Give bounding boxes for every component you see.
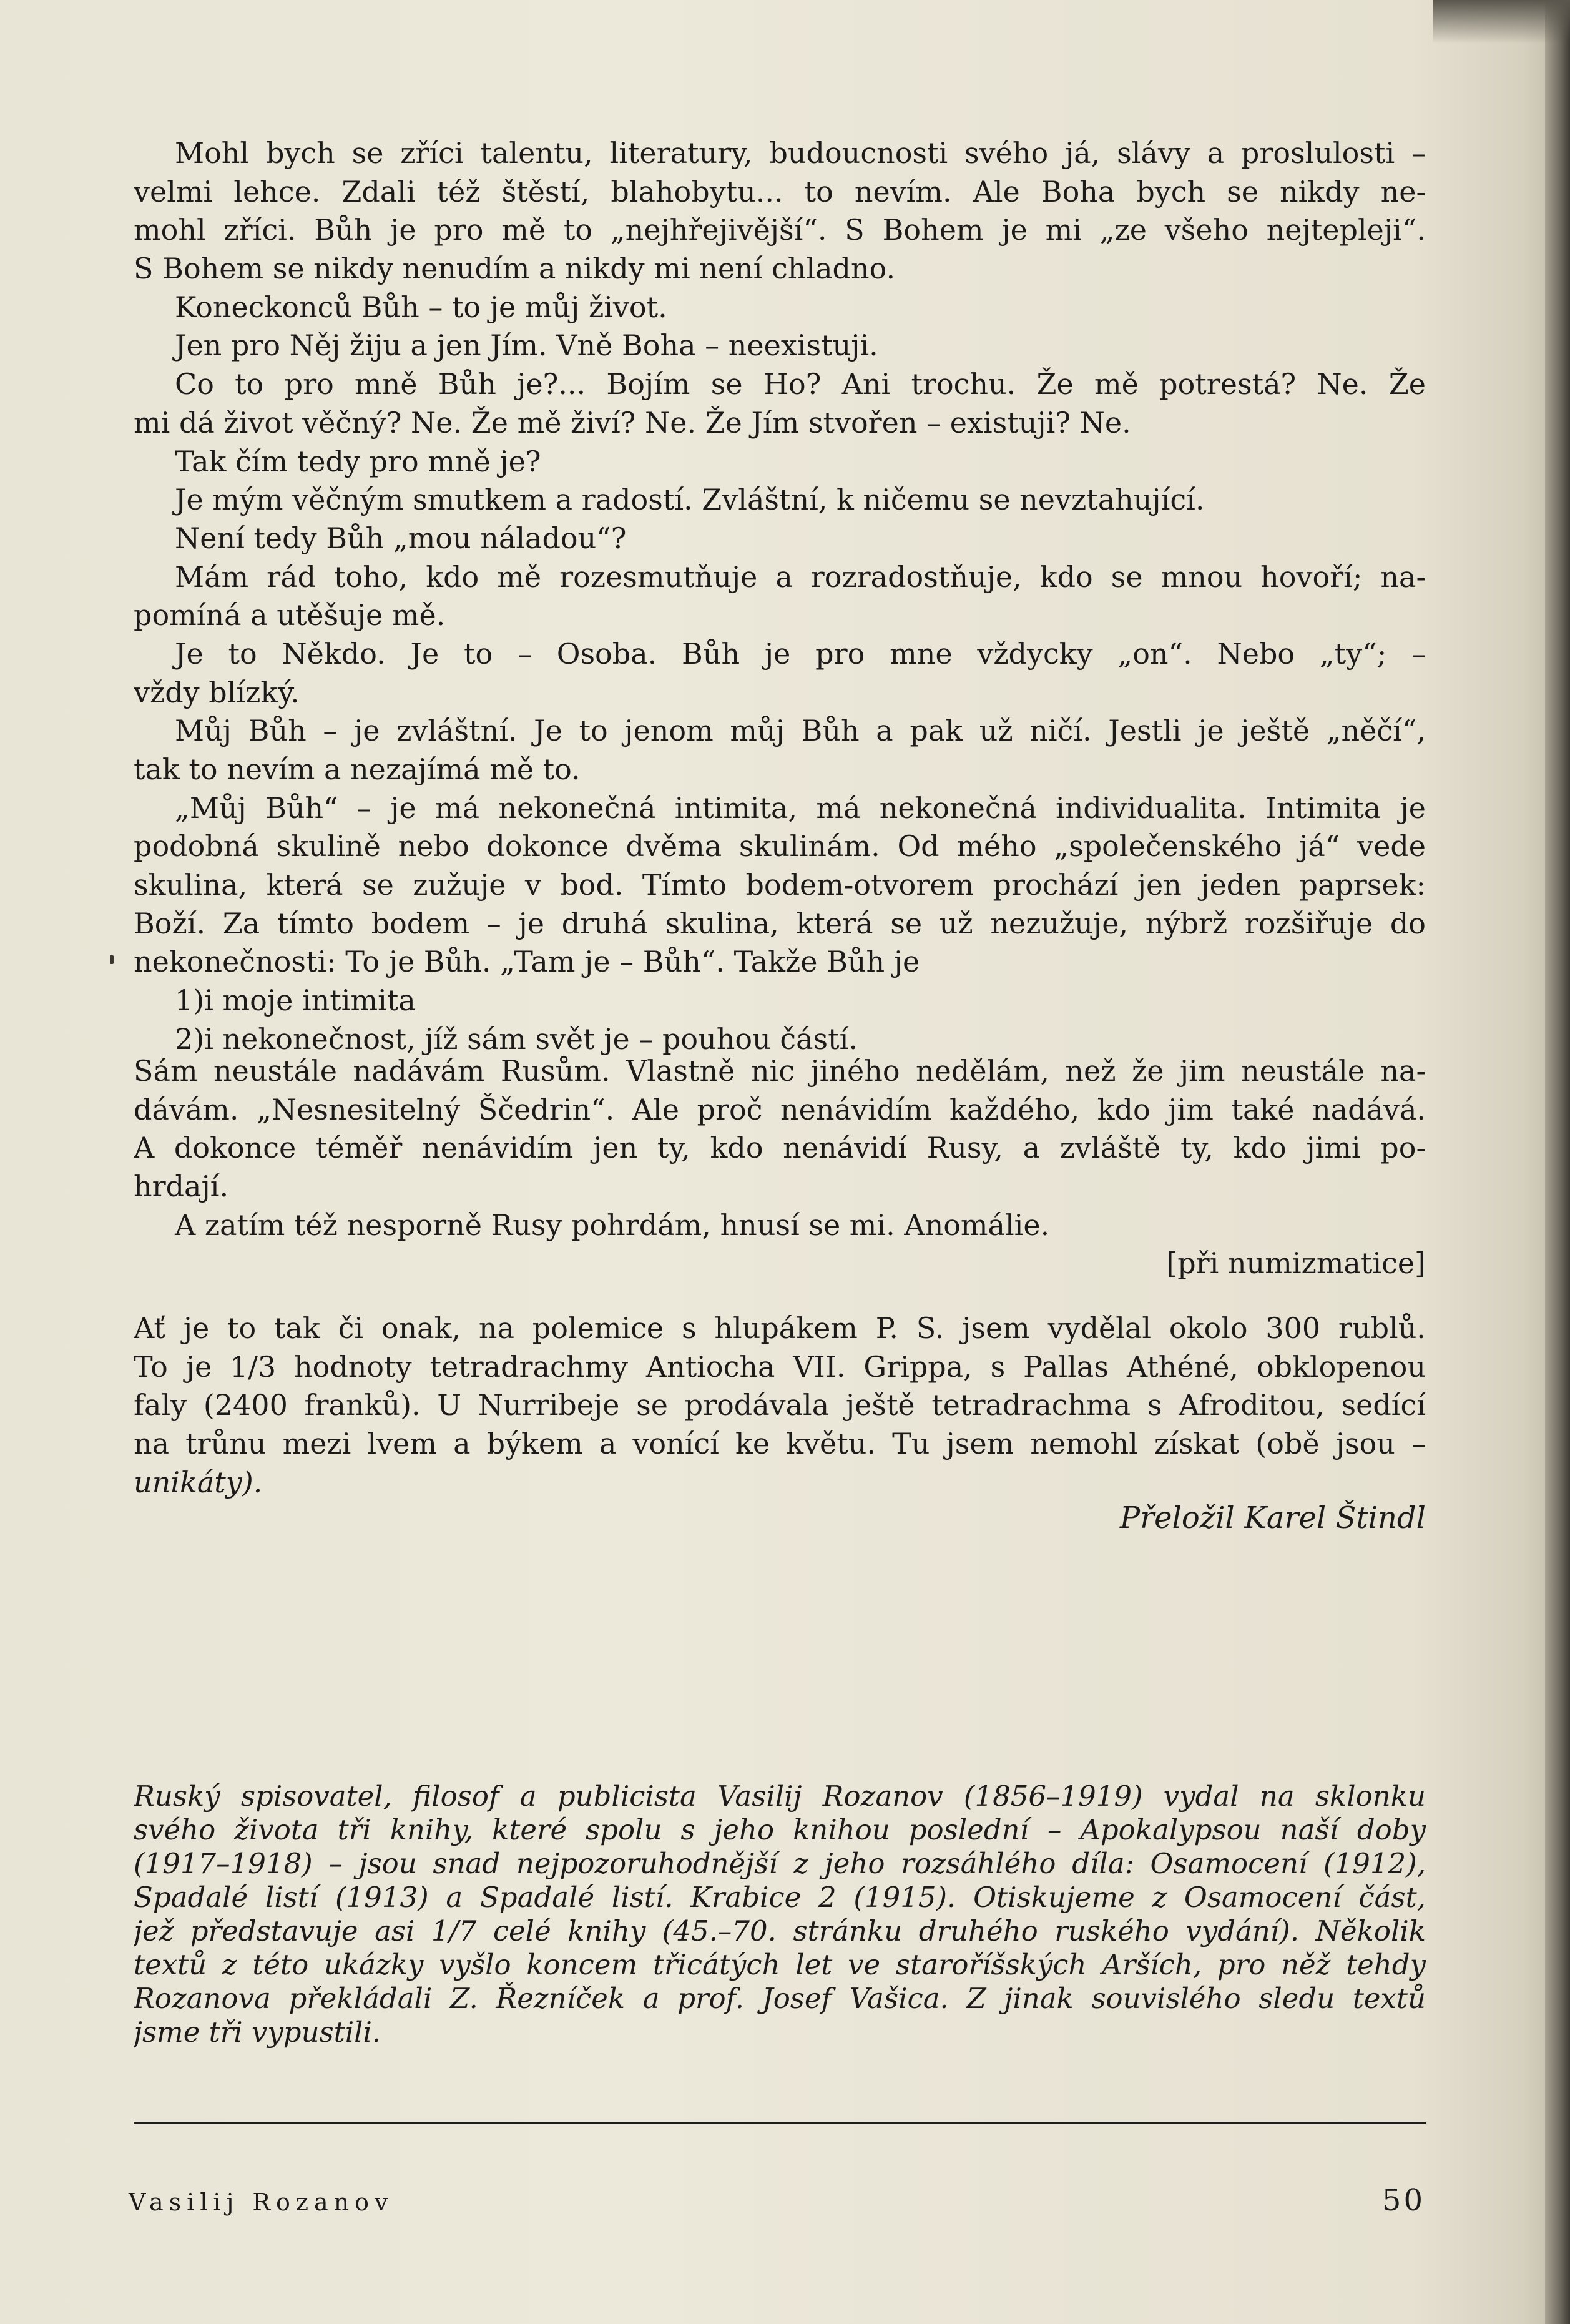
translator-credit: Přeložil Karel Štindl <box>1119 1500 1426 1535</box>
text-line: Mohl bych se zříci talentu, literatury, budoucnosti svého já, slávy a proslulosti – <box>175 136 1426 170</box>
note-line: Spadalé listí (1913) a Spadalé listí. Krabice 2 (1915). Otiskujeme z Osamocení část, <box>134 1881 1426 1914</box>
text-line: Není tedy Bůh „mou náladou“? <box>175 521 627 555</box>
text-line: „Můj Bůh“ – je má nekonečná intimita, má nekonečná individualita. Intimita je <box>175 790 1426 825</box>
note-line: textů z této ukázky vyšlo koncem třicátých let ve staroříšských Arších, pro něž tehdy <box>134 1948 1426 1981</box>
text-line: Boží. Za tímto bodem – je druhá skulina, která se už nezužuje, nýbrž rozšiřuje do <box>134 906 1426 940</box>
editorial-note <box>134 1780 1426 2049</box>
text-line: Mám rád toho, kdo mě rozesmutňuje a rozradostňuje, kdo se mnou hovoří; na- <box>175 559 1426 594</box>
text-line: S Bohem se nikdy nenudím a nikdy mi není chladno. <box>134 252 896 286</box>
text-line: Sám neustále nadávám Rusům. Vlastně nic jiného nedělám, než že jim neustále na- <box>134 1054 1426 1088</box>
text-line: mohl zříci. Bůh je pro mě to „nejhřejivější“. S Bohem je mi „ze všeho nejtepleji“. <box>134 213 1426 247</box>
note-line: Rozanova překládali Z. Řezníček a prof. Josef Vašica. Z jinak souvislého sledu textů <box>134 1982 1426 2015</box>
text-line: Co to pro mně Bůh je?... Bojím se Ho? Ani trochu. Že mě potrestá? Ne. Že <box>175 367 1426 401</box>
note-line: jsme tři vypustili. <box>134 2016 381 2049</box>
text-line: na trůnu mezi lvem a býkem a vonící ke květu. Tu jsem nemohl získat (obě jsou – <box>134 1427 1426 1461</box>
text-line: faly (2400 franků). U Nurribeje se prodávala ještě tetradrachma s Afroditou, sedící <box>134 1388 1426 1422</box>
note-line: jež představuje asi 1/7 celé knihy (45.–70. stránku druhého ruského vydání). Několik <box>134 1914 1426 1947</box>
text-line: podobná skulině nebo dokonce dvěma skulinám. Od mého „společenského já“ vede <box>134 829 1426 864</box>
text-line: velmi lehce. Zdali též štěstí, blahobytu... to nevím. Ale Boha bych se nikdy ne- <box>134 174 1426 209</box>
page-number: 50 <box>1381 2183 1425 2218</box>
page-edge-shadow <box>1545 0 1570 2324</box>
text-line: To je 1/3 hodnoty tetradrachmy Antiocha VII. Grippa, s Pallas Athéné, obklopenou <box>134 1349 1426 1384</box>
text-line: pomíná a utěšuje mě. <box>134 598 446 633</box>
text-line: nekonečnosti: To je Bůh. „Tam je – Bůh“. Takže Bůh je <box>134 945 920 979</box>
margin-mark <box>110 955 114 964</box>
text-line: unikáty). <box>134 1465 263 1499</box>
text-line: Je mým věčným smutkem a radostí. Zvláštní, k ničemu se nevztahující. <box>175 483 1205 517</box>
list-item: 1)i moje intimita <box>175 983 416 1018</box>
text-line: dávám. „Nesnesitelný Ščedrin“. Ale proč nenávidím každého, kdo jim také nadává. <box>134 1092 1426 1126</box>
text-line: A zatím též nesporně Rusy pohrdám, hnusí se mi. Anomálie. <box>175 1208 1050 1242</box>
text-line: tak to nevím a nezajímá mě to. <box>134 752 581 786</box>
page-corner-shadow <box>1433 0 1570 44</box>
running-footer-author: Vasilij Rozanov <box>129 2189 394 2216</box>
text-line: Tak čím tedy pro mně je? <box>175 444 541 478</box>
paragraph-god <box>134 134 1426 1059</box>
text-line: hrdají. <box>134 1169 229 1204</box>
note-line: Ruský spisovatel, filosof a publicista Vasilij Rozanov (1856–1919) vydal na sklonku <box>134 1780 1426 1813</box>
text-line: mi dá život věčný? Ne. Že mě živí? Ne. Že Jím stvořen – existuji? Ne. <box>134 405 1131 440</box>
section-caption: [při numizmatice] <box>1166 1246 1426 1281</box>
text-line: A dokonce téměř nenávidím jen ty, kdo nenávidí Rusy, a zvláště ty, kdo jimi po- <box>134 1131 1426 1165</box>
paragraph-russians <box>134 1052 1426 1283</box>
text-line: vždy blízký. <box>134 675 300 709</box>
list-item: 2)i nekonečnost, jíž sám svět je – pouhou částí. <box>175 1022 858 1056</box>
text-line: Ať je to tak či onak, na polemice s hlupákem P. S. jsem vydělal okolo 300 rublů. <box>134 1311 1426 1345</box>
text-line: Koneckonců Bůh – to je můj život. <box>175 290 667 324</box>
note-line: svého života tři knihy, které spolu s jeho knihou poslední – Apokalypsou naší doby <box>134 1813 1426 1846</box>
footer-divider <box>134 2122 1426 2124</box>
paragraph-numismatics <box>134 1309 1426 1502</box>
note-line: (1917–1918) – jsou snad nejpozoruhodnější z jeho rozsáhlého díla: Osamocení (1912), <box>134 1847 1426 1880</box>
text-line: Jen pro Něj žiju a jen Jím. Vně Boha – neexistuji. <box>175 328 878 363</box>
text-line: Je to Někdo. Je to – Osoba. Bůh je pro mne vždycky „on“. Nebo „ty“; – <box>175 636 1426 671</box>
text-line: skulina, která se zužuje v bod. Tímto bodem-otvorem prochází jen jeden paprsek: <box>134 868 1426 902</box>
text-line: Můj Bůh – je zvláštní. Je to jenom můj Bůh a pak už ničí. Jestli je ještě „něčí“, <box>175 714 1426 748</box>
